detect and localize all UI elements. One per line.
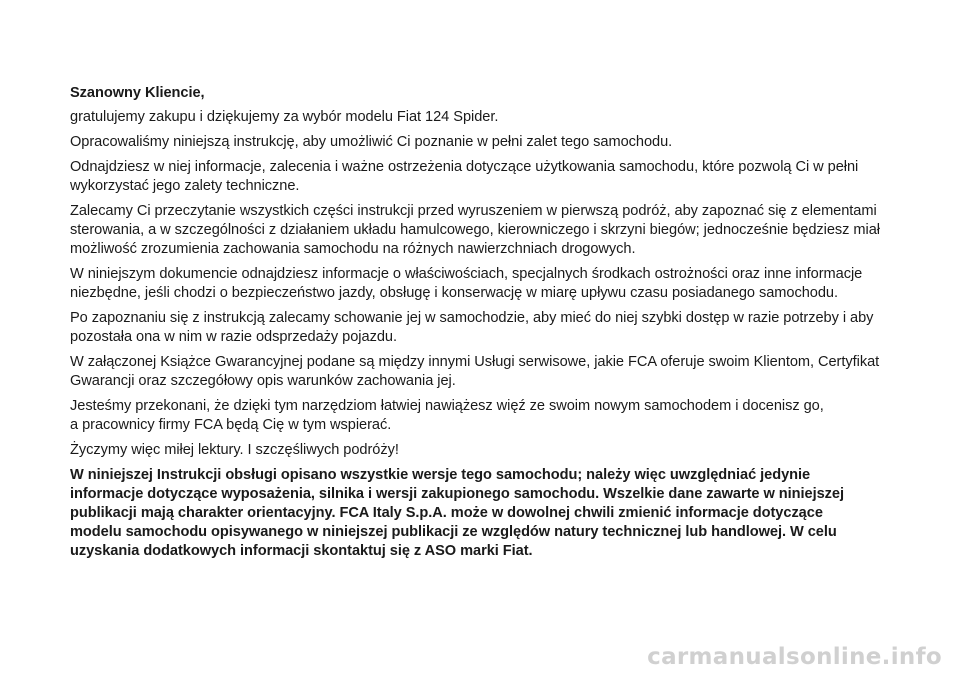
paragraph-line: pozostała ona w nim w razie odsprzedaży pojazdu. — [70, 329, 397, 345]
body-paragraph — [70, 309, 874, 347]
paragraph-line: Jesteśmy przekonani, że dzięki tym narzędziom łatwiej nawiążesz więź ze swoim nowym samochodem i docenisz go, — [70, 398, 824, 414]
body-paragraph — [70, 353, 880, 391]
watermark-text: carmanualsonline.info — [647, 644, 942, 670]
notice-line: informacje dotyczące wyposażenia, silnika i wersji zakupionego samochodu. Wszelkie dane zawarte w niniejszej — [70, 486, 844, 502]
paragraph-line: Opracowaliśmy niniejszą instrukcję, aby umożliwić Ci poznanie w pełni zalet tego samochodu. — [70, 134, 673, 150]
paragraph-line: Zalecamy Ci przeczytanie wszystkich części instrukcji przed wyruszeniem w pierwszą podróż, aby zapoznać się z elementami — [70, 203, 877, 219]
paragraph-line: Gwarancji oraz szczegółowy opis warunków zachowania jej. — [70, 373, 456, 389]
notice-line: modelu samochodu opisywanego w niniejszej publikacji ze względów natury technicznej lub handlowej. W celu — [70, 524, 837, 540]
notice-paragraph — [70, 466, 870, 561]
paragraph-line: Odnajdziesz w niej informacje, zalecenia i ważne ostrzeżenia dotyczące użytkowania samochodu, które pozwolą Ci w pełni — [70, 159, 859, 175]
body-paragraph — [70, 108, 870, 127]
paragraph-line: W załączonej Książce Gwarancyjnej podane są między innymi Usługi serwisowe, jakie FCA oferuje swoim Klientom, Certyfikat — [70, 354, 880, 370]
notice-line: W niniejszej Instrukcji obsługi opisano wszystkie wersje tego samochodu; należy więc uwzględniać jedynie — [70, 467, 811, 483]
notice-line: publikacji mają charakter orientacyjny. FCA Italy S.p.A. może w dowolnej chwili zmienić informacje dotyczące — [70, 505, 823, 521]
body-paragraph — [70, 397, 870, 435]
body-paragraph — [70, 133, 870, 152]
greeting-heading: Szanowny Kliencie, — [70, 85, 205, 101]
notice-line: uzyskania dodatkowych informacji skontaktuj się z ASO marki Fiat. — [70, 543, 533, 559]
paragraph-line: wykorzystać jego zalety techniczne. — [70, 178, 300, 194]
paragraph-line: Po zapoznaniu się z instrukcją zalecamy schowanie jej w samochodzie, aby mieć do niej szybki dostęp w razie potrzeby i aby — [70, 310, 874, 326]
body-paragraph — [70, 158, 870, 196]
body-paragraphs — [70, 108, 880, 460]
paragraph-line: W niniejszym dokumencie odnajdziesz informacje o właściwościach, specjalnych środkach ostrożności oraz inne informacje — [70, 266, 863, 282]
body-paragraph — [70, 202, 880, 259]
paragraph-line: możliwość zrozumienia zachowania samochodu na różnych nawierzchniach drogowych. — [70, 241, 636, 257]
paragraph-line: niezbędne, jeśli chodzi o bezpieczeństwo jazdy, obsługę i konserwację w miarę upływu czasu posiadanego samochodu. — [70, 285, 838, 301]
paragraph-line: Życzymy więc miłej lektury. I szczęśliwych podróży! — [70, 442, 399, 458]
paragraph-line: gratulujemy zakupu i dziękujemy za wybór modelu Fiat 124 Spider. — [70, 109, 499, 125]
paragraph-line: sterowania, a w szczególności z działaniem układu hamulcowego, kierowniczego i skrzyni biegów; jednocześnie będziesz miał — [70, 222, 880, 238]
paragraph-line: a pracownicy firmy FCA będą Cię w tym wspierać. — [70, 417, 392, 433]
body-paragraph — [70, 265, 870, 303]
document-page — [70, 84, 880, 567]
body-paragraph — [70, 441, 870, 460]
